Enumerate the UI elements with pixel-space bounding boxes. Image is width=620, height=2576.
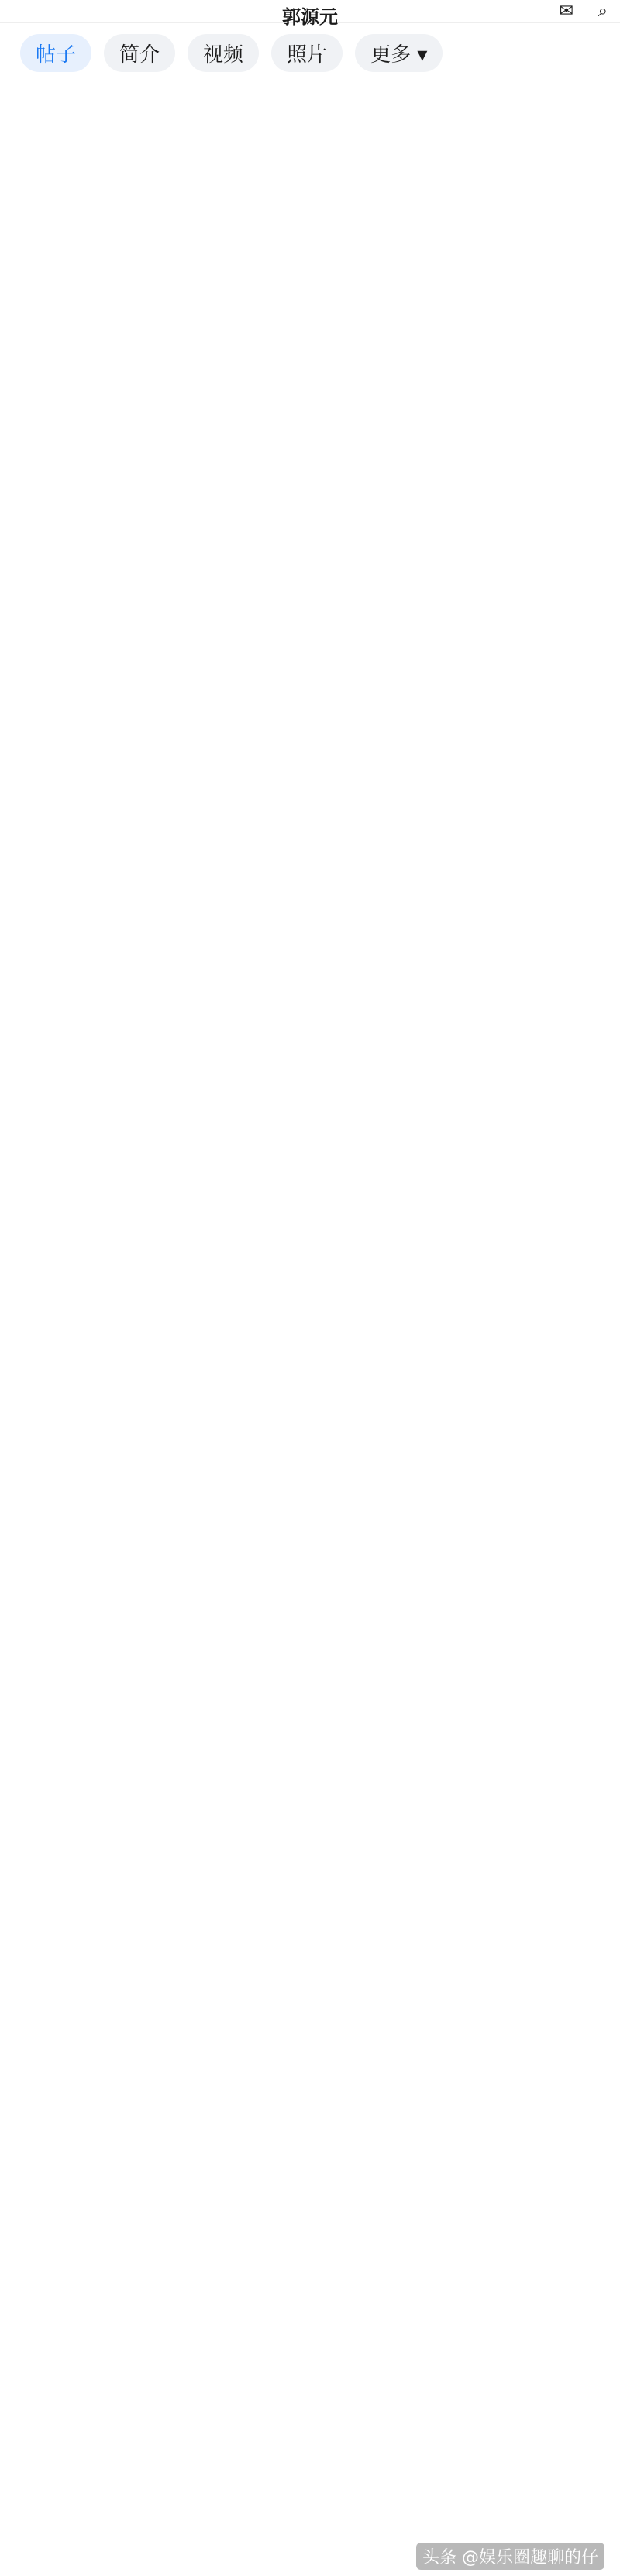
tab-about[interactable]: 简介 (104, 34, 175, 72)
tab-videos[interactable]: 视频 (188, 34, 259, 72)
post-body (0, 80, 620, 108)
search-icon[interactable]: ⌕ (598, 2, 608, 21)
page-title: 郭源元 (282, 6, 338, 28)
tab-photos[interactable]: 照片 (271, 34, 343, 72)
top-bar (0, 0, 620, 28)
watermark: 头条 @娱乐圈趣聊的仔 (416, 2543, 604, 2570)
profile-tabs (0, 23, 620, 80)
messenger-icon[interactable]: ✉ (559, 2, 574, 21)
tab-more[interactable]: 更多 ▾ (355, 34, 443, 72)
tab-posts[interactable]: 帖子 (20, 34, 91, 72)
